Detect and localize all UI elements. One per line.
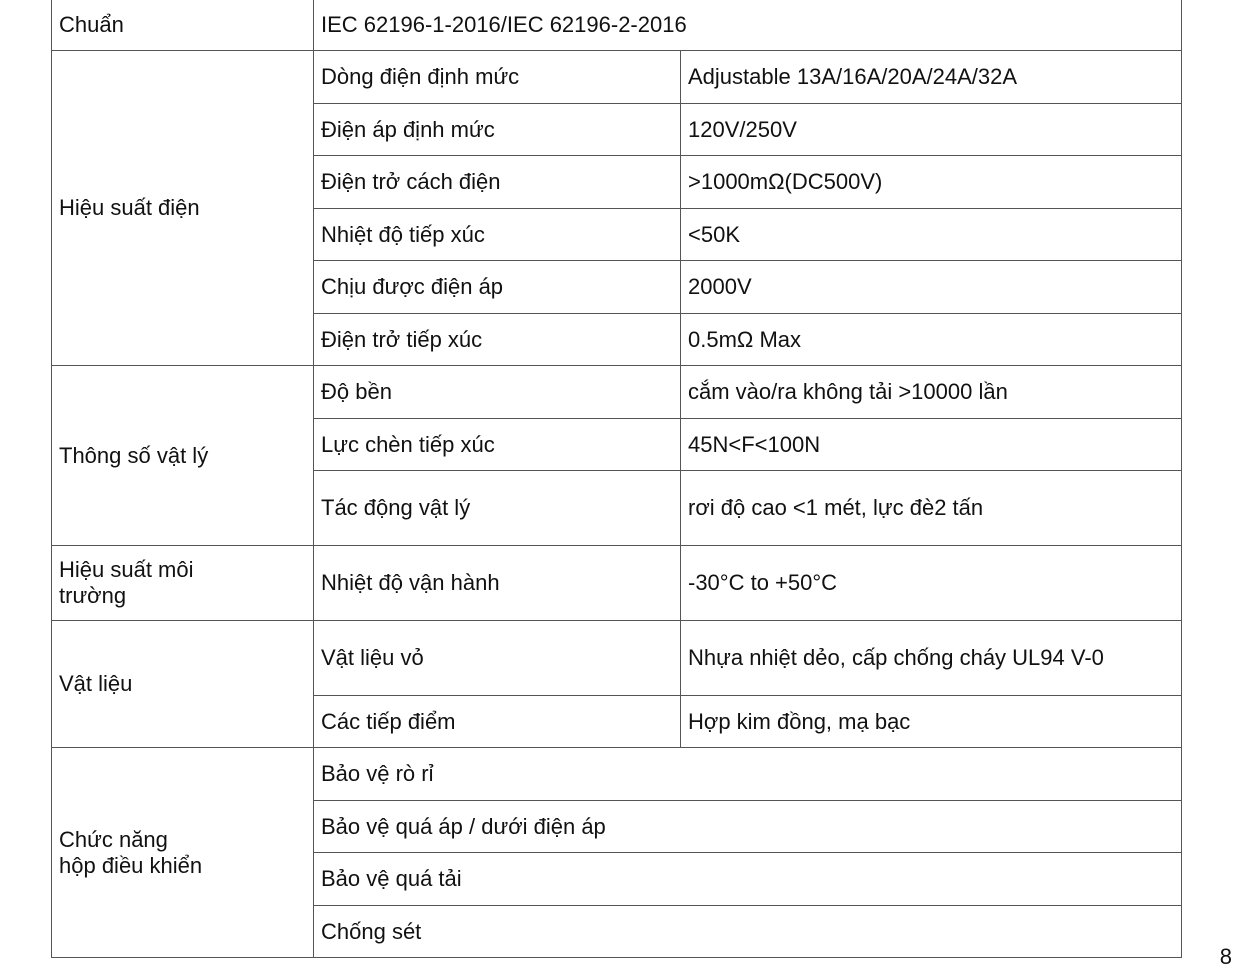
param-value: -30°C to +50°C bbox=[681, 546, 1182, 621]
param-value: Adjustable 13A/16A/20A/24A/32A bbox=[681, 51, 1182, 104]
param-label: Tác động vật lý bbox=[314, 471, 681, 546]
section-control-box-title bbox=[52, 748, 314, 958]
table-row bbox=[52, 0, 1182, 51]
table-row bbox=[52, 51, 1182, 104]
param-label: Độ bền bbox=[314, 366, 681, 419]
param-value: Hợp kim đồng, mạ bạc bbox=[681, 696, 1182, 748]
table-row bbox=[52, 621, 1182, 696]
standard-value: IEC 62196-1-2016/IEC 62196-2-2016 bbox=[314, 0, 1182, 51]
param-label: Nhiệt độ tiếp xúc bbox=[314, 209, 681, 261]
section-physical-title: Thông số vật lý bbox=[52, 366, 314, 546]
standard-label: Chuẩn bbox=[52, 0, 314, 51]
param-value: <50K bbox=[681, 209, 1182, 261]
param-label: Điện trở cách điện bbox=[314, 156, 681, 209]
section-electrical-title: Hiệu suất điện bbox=[52, 51, 314, 366]
param-label: Điện áp định mức bbox=[314, 104, 681, 156]
param-value: 45N<F<100N bbox=[681, 419, 1182, 471]
param-value: 0.5mΩ Max bbox=[681, 314, 1182, 366]
param-label: Lực chèn tiếp xúc bbox=[314, 419, 681, 471]
param-label: Dòng điện định mức bbox=[314, 51, 681, 104]
function-item: Bảo vệ quá áp / dưới điện áp bbox=[314, 801, 1182, 853]
function-item: Chống sét bbox=[314, 906, 1182, 958]
table-row bbox=[52, 366, 1182, 419]
section-material-title: Vật liệu bbox=[52, 621, 314, 748]
param-label: Các tiếp điểm bbox=[314, 696, 681, 748]
param-value: 2000V bbox=[681, 261, 1182, 314]
param-value: Nhựa nhiệt dẻo, cấp chống cháy UL94 V-0 bbox=[681, 621, 1182, 696]
param-value: >1000mΩ(DC500V) bbox=[681, 156, 1182, 209]
param-label: Nhiệt độ vận hành bbox=[314, 546, 681, 621]
param-value: cắm vào/ra không tải >10000 lần bbox=[681, 366, 1182, 419]
control-box-title-line2: hộp điều khiển bbox=[59, 852, 203, 878]
table-row bbox=[52, 546, 1182, 621]
param-label: Chịu được điện áp bbox=[314, 261, 681, 314]
table-row bbox=[52, 748, 1182, 801]
function-item: Bảo vệ quá tải bbox=[314, 853, 1182, 906]
param-value: rơi độ cao <1 mét, lực đè2 tấn bbox=[681, 471, 1182, 546]
param-value: 120V/250V bbox=[681, 104, 1182, 156]
function-item: Bảo vệ rò rỉ bbox=[314, 748, 1182, 801]
param-label: Điện trở tiếp xúc bbox=[314, 314, 681, 366]
spec-table bbox=[51, 0, 1182, 958]
control-box-title-line1: Chức năng bbox=[59, 826, 168, 852]
section-environment-title: Hiệu suất môi trường bbox=[52, 546, 314, 621]
page-number: 8 bbox=[1219, 944, 1232, 969]
param-label: Vật liệu vỏ bbox=[314, 621, 681, 696]
